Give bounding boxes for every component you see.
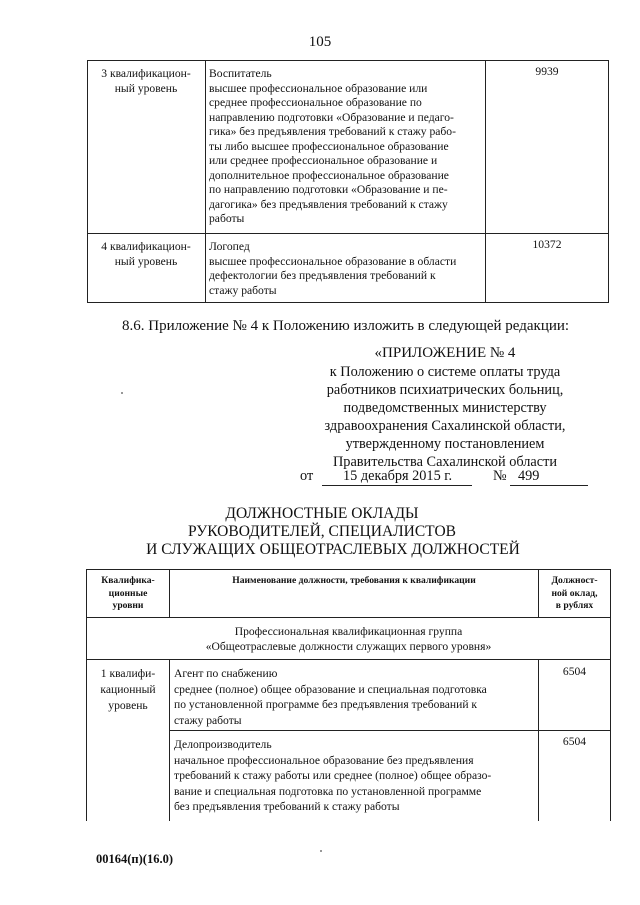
table-rule xyxy=(87,60,88,303)
appendix-title: «ПРИЛОЖЕНИЕ № 4 xyxy=(374,345,516,361)
header-line: Квалифика- xyxy=(101,575,155,586)
requirement-line: среднее профессиональное образование по xyxy=(209,96,422,109)
qualification-group-row xyxy=(87,624,610,654)
table-rule xyxy=(87,302,609,303)
date-prefix: от xyxy=(300,468,314,484)
heading-line: И СЛУЖАЩИХ ОБЩЕОТРАСЛЕВЫХ ДОЛЖНОСТЕЙ xyxy=(146,541,520,558)
position-title: Агент по снабжению xyxy=(174,667,278,680)
header-line: Должност- xyxy=(551,575,598,586)
header-line: ной оклад, xyxy=(551,587,598,599)
level-line: 3 квалификацион- xyxy=(101,67,191,80)
appendix-line: Правительства Сахалинской области xyxy=(332,454,558,470)
salary-value: 6504 xyxy=(562,665,587,678)
position-description-cell xyxy=(209,67,483,227)
appendix-line: к Положению о системе оплаты труда xyxy=(329,364,561,380)
header-line: ционные xyxy=(108,587,148,599)
level-line: ный уровень xyxy=(114,81,178,95)
page-number: 105 xyxy=(308,34,332,50)
scan-speck xyxy=(121,392,123,394)
appendix-subtitle xyxy=(300,363,590,471)
group-line: «Общеотраслевые должности служащих первого уровня» xyxy=(205,640,492,653)
requirement-line: среднее (полное) общее образование и специальная подготовка xyxy=(174,682,487,696)
table-rule xyxy=(610,569,611,821)
requirement-line: по направлению подготовки «Образование и пе- xyxy=(209,183,448,196)
requirement-line: работы xyxy=(209,212,245,225)
header-line: уровни xyxy=(112,600,144,611)
number-underline xyxy=(510,485,588,486)
qualification-level-cell xyxy=(89,67,203,96)
requirement-line: или среднее профессиональное образование и xyxy=(209,154,438,167)
amendment-paragraph: 8.6. Приложение № 4 к Положению изложить в следующей редакции: xyxy=(122,318,570,334)
resolution-number: 499 xyxy=(518,468,540,484)
table-rule xyxy=(86,659,611,660)
table-rule xyxy=(169,659,170,821)
table-rule xyxy=(87,233,609,234)
requirement-line: без предъявления требований к стажу работы xyxy=(174,800,400,813)
level-line: уровень xyxy=(108,699,148,712)
requirement-line: дополнительное профессиональное образование xyxy=(209,168,449,182)
position-title: Делопроизводитель xyxy=(174,738,272,751)
requirement-line: направлению подготовки «Образование и педаго- xyxy=(209,110,454,124)
number-sign: № xyxy=(493,468,507,484)
appendix-line: подведомственных министерству xyxy=(343,400,547,416)
table-rule xyxy=(169,730,611,731)
salary-value: 9939 xyxy=(535,65,559,78)
appendix-line: утвержденному постановлением xyxy=(345,436,545,452)
level-line: 1 квалифи- xyxy=(100,667,156,680)
scan-speck xyxy=(320,850,322,852)
requirement-line: требований к стажу работы или среднее (полное) общее образо- xyxy=(174,769,492,782)
header-line: в рублях xyxy=(555,600,594,611)
header-qualification-levels xyxy=(87,575,169,613)
requirement-line: стажу работы xyxy=(209,283,277,297)
requirement-line: по установленной программе без предъявления требований к xyxy=(174,698,478,711)
table-rule xyxy=(86,569,611,570)
salary-value: 10372 xyxy=(532,238,562,251)
position-description-cell xyxy=(174,737,536,815)
header-position-requirements: Наименование должности, требования к квалификации xyxy=(232,575,476,586)
requirement-line: ты либо высшее профессиональное образование xyxy=(209,139,449,153)
table-rule xyxy=(485,60,486,303)
position-title: Воспитатель xyxy=(209,67,272,80)
date-underline xyxy=(322,485,472,486)
salary-value: 6504 xyxy=(562,735,587,748)
requirement-line: стажу работы xyxy=(174,713,242,727)
requirement-line: дагогика» без предъявления требований к стажу xyxy=(209,197,448,211)
header-salary xyxy=(539,575,610,613)
heading-line: РУКОВОДИТЕЛЕЙ, СПЕЦИАЛИСТОВ xyxy=(188,523,456,540)
appendix-line: работников психиатрических больниц, xyxy=(326,382,564,398)
table-rule xyxy=(205,60,206,303)
appendix-line: здравоохранения Сахалинской области, xyxy=(324,418,566,434)
position-description-cell xyxy=(209,240,483,298)
qualification-level-cell xyxy=(87,666,169,714)
position-description-cell xyxy=(174,666,536,728)
requirement-line: высшее профессиональное образование в области xyxy=(209,254,457,268)
qualification-level-cell xyxy=(89,240,203,269)
level-line: 4 квалификацион- xyxy=(101,240,191,253)
salary-table xyxy=(86,569,611,821)
heading-line: ДОЛЖНОСТНЫЕ ОКЛАДЫ xyxy=(225,505,419,522)
table-rule xyxy=(87,60,609,61)
level-line: кационный xyxy=(100,683,156,696)
resolution-date: 15 декабря 2015 г. xyxy=(343,468,453,484)
document-heading xyxy=(0,505,640,559)
requirement-line: дефектологии без предъявления требований к xyxy=(209,269,436,282)
document-code: 00164(п)(16.0) xyxy=(96,852,173,866)
requirement-line: гика» без предъявления требований к стажу рабо- xyxy=(209,125,456,138)
table-rule xyxy=(608,60,609,303)
level-line: ный уровень xyxy=(114,254,178,268)
qualification-table-continued xyxy=(87,60,609,303)
requirement-line: высшее профессиональное образование или xyxy=(209,81,428,95)
requirement-line: начальное профессиональное образование без предъявления xyxy=(174,753,474,767)
group-line: Профессиональная квалификационная группа xyxy=(234,625,463,638)
table-rule xyxy=(86,617,611,618)
position-title: Логопед xyxy=(209,240,250,253)
requirement-line: вание и специальная подготовка по установленной программе xyxy=(174,784,482,798)
